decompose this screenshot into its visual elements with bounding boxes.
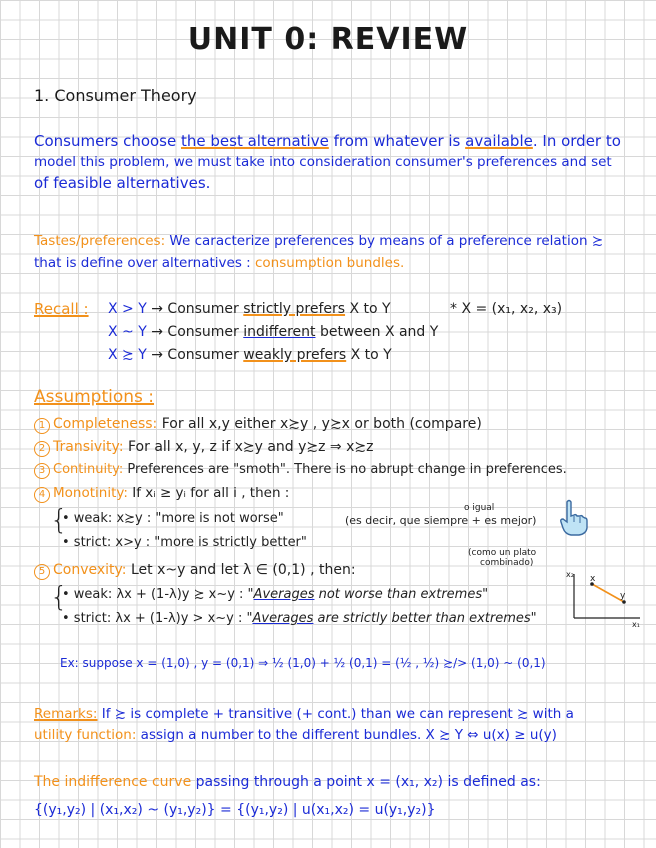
mono-o-igual: o igual	[464, 503, 495, 513]
convex-weak	[62, 587, 488, 602]
convex-note-1: (como un plato	[468, 548, 537, 558]
recall-text: between X and Y	[315, 324, 439, 340]
graph-axis-x1: x₁	[632, 620, 640, 629]
example-line: Ex: suppose x = (1,0) , y = (0,1) ⇒ ½ (1,0) + ½ (0,1) = (½ , ½) ≿/> (1,0) ~ (0,1)	[60, 656, 546, 670]
assumption-text: Let x~y and let λ ∈ (0,1) , then:	[126, 562, 356, 578]
recall-text: → Consumer	[151, 324, 244, 340]
assumption-name: Continuity:	[53, 462, 124, 477]
recall-text: X to Y	[345, 301, 391, 317]
convexity-graph	[566, 570, 642, 626]
graph-point-y: y	[620, 591, 626, 601]
brace: {	[50, 580, 68, 613]
remarks-text: If ≿ is complete + transitive (+ cont.) than we can represent ≿ with a	[97, 706, 574, 722]
recall-symbol: X ≿ Y	[108, 347, 147, 363]
intro-emph: the best alternative	[181, 132, 329, 150]
number-badge: 3	[34, 463, 50, 479]
recall-row-2	[108, 322, 438, 342]
tastes-text: that is define over alternatives :	[34, 255, 255, 271]
indiff-emph: The indifference curve	[34, 774, 192, 790]
convex-strict	[62, 611, 537, 626]
brace: {	[50, 503, 68, 536]
assumption-5	[34, 560, 356, 580]
intro-text: . In order to	[532, 132, 621, 150]
tastes-label: Tastes/preferences:	[34, 233, 166, 249]
number-badge: 5	[34, 564, 50, 580]
section-heading: 1. Consumer Theory	[34, 86, 197, 105]
recall-text: → Consumer	[151, 301, 244, 317]
recall-symbol: X > Y	[108, 301, 147, 317]
tastes-emph: consumption bundles.	[254, 255, 405, 271]
recall-symbol: X ~ Y	[108, 324, 147, 340]
tastes-line-1	[34, 231, 603, 251]
assumption-1	[34, 414, 482, 434]
assumption-text: Preferences are "smoth". There is no abrupt change in preferences.	[123, 462, 567, 477]
assumption-2	[34, 437, 373, 457]
recall-emph: strictly prefers	[243, 301, 346, 317]
assumption-text: If xᵢ ≥ yᵢ for all i , then :	[127, 485, 290, 501]
indiff-line-1	[34, 772, 541, 792]
intro-line-1	[34, 131, 621, 151]
indiff-text: passing through a point x = (x₁, x₂) is defined as:	[191, 774, 541, 790]
convex-text: are strictly better than extremes"	[313, 611, 537, 626]
assumptions-heading: Assumptions :	[34, 387, 155, 407]
graph-axis-x2: x₂	[566, 570, 574, 579]
convex-text: • weak: λx + (1-λ)y ≿ x~y : "	[62, 587, 254, 602]
recall-row-1	[108, 299, 391, 319]
number-badge: 1	[34, 418, 50, 434]
mono-weak: • weak: x≿y : "more is not worse"	[62, 511, 284, 526]
assumption-name: Monotinity:	[53, 485, 128, 501]
recall-text: → Consumer	[151, 347, 244, 363]
number-badge: 2	[34, 441, 50, 457]
recall-label: Recall :	[34, 300, 89, 318]
pointing-hand-icon	[555, 498, 591, 538]
convex-emph: Averages	[253, 587, 315, 602]
recall-row-3	[108, 345, 392, 365]
recall-text: X to Y	[346, 347, 392, 363]
assumption-name: Transivity:	[53, 439, 124, 455]
intro-line-2: model this problem, we must take into consideration consumer's preferences and set	[34, 154, 612, 170]
assumption-text: For all x,y either x≿y , y≿x or both (compare)	[157, 416, 482, 432]
remarks-line-2	[34, 725, 557, 745]
indiff-line-2: {(y₁,y₂) | (x₁,x₂) ~ (y₁,y₂)} = {(y₁,y₂) | u(x₁,x₂) = u(y₁,y₂)}	[34, 802, 436, 818]
assumption-4	[34, 483, 289, 503]
tastes-text: We caracterize preferences by means of a preference relation ≿	[165, 233, 604, 249]
intro-text: from whatever is	[328, 132, 466, 150]
remarks-text: assign a number to the different bundles. X ≿ Y ⇔ u(x) ≥ u(y)	[136, 727, 557, 743]
convex-emph: Averages	[252, 611, 314, 626]
number-badge: 4	[34, 487, 50, 503]
assumption-text: For all x, y, z if x≿y and y≿z ⇒ x≿z	[123, 439, 374, 455]
mono-strict: • strict: x>y : "more is strictly better"	[62, 535, 307, 550]
graph-point-x: x	[590, 574, 596, 584]
convex-text: • strict: λx + (1-λ)y > x~y : "	[62, 611, 253, 626]
page-title: UNIT 0: REVIEW	[187, 22, 469, 57]
recall-emph: weakly prefers	[243, 347, 347, 363]
assumption-name: Convexity:	[53, 562, 127, 578]
assumption-3	[34, 460, 567, 480]
mono-weak-note: (es decir, que siempre + es mejor)	[345, 514, 537, 527]
recall-note: * X = (x₁, x₂, x₃)	[450, 301, 563, 317]
remarks-line-1	[34, 704, 574, 724]
intro-line-3: of feasible alternatives.	[34, 174, 211, 192]
remarks-emph: utility function:	[34, 727, 137, 743]
convex-text: not worse than extremes"	[314, 587, 489, 602]
remarks-label: Remarks:	[34, 706, 98, 722]
tastes-line-2	[34, 253, 404, 273]
recall-emph: indifferent	[243, 324, 316, 340]
convex-note-2: combinado)	[480, 558, 534, 568]
intro-emph: available	[465, 132, 533, 150]
intro-text: Consumers choose	[34, 132, 181, 150]
assumption-name: Completeness:	[53, 416, 158, 432]
